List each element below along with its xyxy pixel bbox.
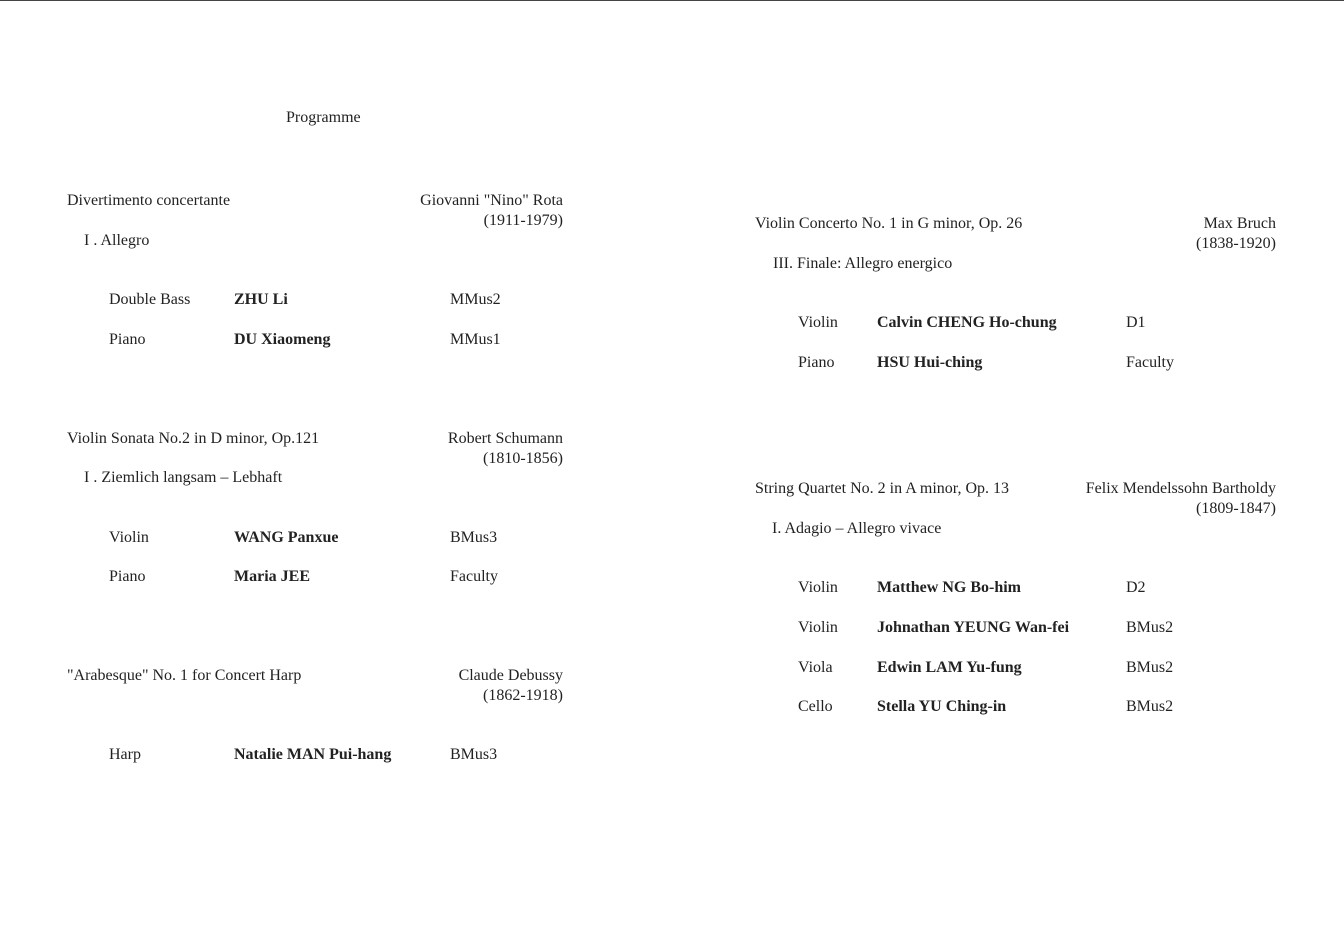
performer-level: BMus2 — [1126, 698, 1174, 715]
performer-name: Calvin CHENG Ho-chung — [877, 314, 1057, 331]
composer-block — [420, 191, 563, 231]
performer-instrument: Piano — [798, 354, 835, 371]
performer-row — [798, 353, 1276, 373]
performer-level: BMus2 — [1126, 619, 1174, 636]
performer-row — [109, 528, 563, 548]
performer-level: D2 — [1126, 579, 1146, 596]
performer-instrument: Violin — [798, 579, 838, 596]
performer-row — [109, 330, 563, 350]
performer-instrument: Harp — [109, 746, 141, 763]
composer-name: Claude Debussy — [458, 667, 563, 684]
movement: I . Allegro — [84, 232, 150, 249]
performer-instrument: Violin — [798, 619, 838, 636]
work-title: String Quartet No. 2 in A minor, Op. 13 — [755, 480, 1010, 497]
performer-level: Faculty — [1126, 354, 1174, 371]
performer-name: Natalie MAN Pui-hang — [234, 746, 392, 763]
work-title: Violin Concerto No. 1 in G minor, Op. 26 — [755, 215, 1023, 232]
performer-row — [798, 618, 1276, 638]
composer-dates: (1911-1979) — [483, 212, 563, 229]
work-title: "Arabesque" No. 1 for Concert Harp — [67, 667, 302, 684]
performer-instrument: Cello — [798, 698, 833, 715]
performer-level: MMus2 — [450, 291, 501, 308]
piece-mendelssohn-quartet — [755, 479, 1276, 715]
piece-bruch-concerto — [755, 214, 1276, 371]
composer-dates: (1862-1918) — [483, 687, 563, 704]
composer-name: Max Bruch — [1203, 215, 1276, 232]
performer-name: DU Xiaomeng — [234, 331, 331, 348]
work-title: Violin Sonata No.2 in D minor, Op.121 — [67, 430, 320, 447]
performer-name: HSU Hui-ching — [877, 354, 983, 371]
work-title: Divertimento concertante — [67, 192, 231, 209]
performer-instrument: Piano — [109, 568, 146, 585]
movement: I . Ziemlich langsam – Lebhaft — [84, 469, 283, 486]
composer-block — [1086, 479, 1276, 519]
composer-dates: (1810-1856) — [483, 450, 563, 467]
composer-name: Robert Schumann — [447, 430, 563, 447]
composer-block — [1196, 214, 1276, 254]
performer-name: Matthew NG Bo-him — [877, 579, 1021, 596]
performer-row — [109, 745, 563, 765]
composer-dates: (1838-1920) — [1196, 235, 1276, 252]
performer-instrument: Double Bass — [109, 291, 191, 308]
composer-dates: (1809-1847) — [1196, 500, 1276, 517]
performer-row — [798, 697, 1276, 717]
performer-level: MMus1 — [450, 331, 501, 348]
top-border-line — [0, 0, 1344, 1]
piece-debussy-arabesque — [67, 666, 563, 763]
performer-row — [109, 290, 563, 310]
performer-level: BMus3 — [450, 746, 498, 763]
performer-row — [798, 578, 1276, 598]
performer-instrument: Piano — [109, 331, 146, 348]
performer-name: WANG Panxue — [234, 529, 339, 546]
programme-title: Programme — [286, 109, 361, 126]
composer-block — [448, 429, 563, 469]
performer-level: Faculty — [450, 568, 498, 585]
performer-instrument: Viola — [798, 659, 833, 676]
performer-name: Maria JEE — [234, 568, 310, 585]
performer-level: BMus3 — [450, 529, 498, 546]
performer-name: Stella YU Ching-in — [877, 698, 1007, 715]
piece-schumann-sonata — [67, 429, 563, 585]
performer-level: BMus2 — [1126, 659, 1174, 676]
composer-name: Felix Mendelssohn Bartholdy — [1085, 480, 1276, 497]
composer-block — [459, 666, 563, 706]
performer-level: D1 — [1126, 314, 1146, 331]
performer-row — [798, 658, 1276, 678]
performer-name: ZHU Li — [234, 291, 288, 308]
movement: I. Adagio – Allegro vivace — [772, 520, 942, 537]
performer-instrument: Violin — [109, 529, 149, 546]
performer-name: Edwin LAM Yu-fung — [877, 659, 1022, 676]
performer-row — [798, 313, 1276, 333]
movement: III. Finale: Allegro energico — [773, 255, 953, 272]
composer-name: Giovanni "Nino" Rota — [420, 192, 563, 209]
piece-rota-divertimento — [67, 191, 563, 348]
performer-row — [109, 567, 563, 587]
performer-instrument: Violin — [798, 314, 838, 331]
performer-name: Johnathan YEUNG Wan-fei — [877, 619, 1070, 636]
